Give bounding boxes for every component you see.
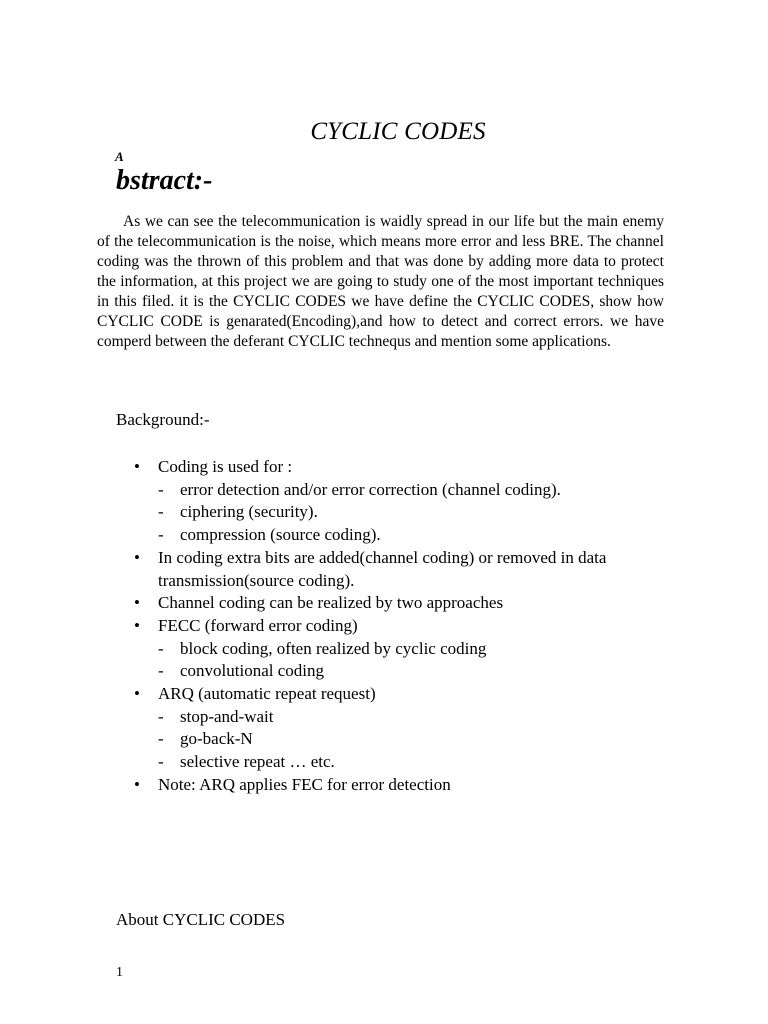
sub-item-text: block coding, often realized by cyclic coding <box>180 638 487 658</box>
dash-marker: - <box>158 706 164 726</box>
sub-item <box>158 638 696 661</box>
bullet-dot: • <box>134 684 140 704</box>
sub-item-text: stop-and-wait <box>180 706 274 726</box>
bullet-dot: • <box>134 615 140 635</box>
bullet-dot: • <box>134 593 140 613</box>
background-heading: Background:- <box>116 410 210 429</box>
bullet-text: Channel coding can be realized by two approaches <box>158 593 504 613</box>
page-number: 1 <box>116 965 123 980</box>
bullet-dot: • <box>134 774 140 794</box>
dash-marker: - <box>158 661 164 681</box>
dash-marker: - <box>158 638 164 658</box>
bullet-item <box>116 683 696 774</box>
abstract-drop-initial: A <box>115 149 124 164</box>
sub-item <box>158 524 696 547</box>
sub-item-text: ciphering (security). <box>180 502 318 522</box>
about-heading: About CYCLIC CODES <box>116 910 286 929</box>
sub-list <box>158 638 696 683</box>
document-title: CYCLIC CODES <box>310 118 486 145</box>
sub-item <box>158 728 696 751</box>
bullet-text: In coding extra bits are added(channel coding) or removed in data transmission(source coding). <box>158 547 607 590</box>
bullet-item <box>116 456 696 547</box>
sub-item-text: error detection and/or error correction (channel coding). <box>180 479 561 499</box>
sub-item <box>158 479 696 502</box>
bullet-dot: • <box>134 547 140 567</box>
sub-item <box>158 501 696 524</box>
bullet-item <box>116 547 696 592</box>
dash-marker: - <box>158 479 164 499</box>
bullet-dot: • <box>134 457 140 476</box>
sub-item <box>158 706 696 729</box>
sub-item <box>158 751 696 774</box>
sub-item-text: go-back-N <box>180 729 253 749</box>
bullet-text: ARQ (automatic repeat request) <box>158 684 376 704</box>
dash-marker: - <box>158 525 164 545</box>
bullet-text: FECC (forward error coding) <box>158 615 358 635</box>
abstract-paragraph: As we can see the telecommunication is waidly spread in our life but the main enemy of the telecommunication is the noise, which means more error and less BRE. The channel coding was the thrown of this problem and that was done by adding more data to protect the information, at this project we are going to study one of the most important techniques in this filed. it is the CYCLIC CODES we have define the CYCLIC CODES, show how CYCLIC CODE is genarated(Encoding),and how to detect and correct errors. we have comperd between the deferant CYCLIC technequs and mention some applications. <box>97 213 664 350</box>
bullet-text: Note: ARQ applies FEC for error detection <box>158 774 451 794</box>
sub-item-text: selective repeat … etc. <box>180 752 335 772</box>
dash-marker: - <box>158 729 164 749</box>
dash-marker: - <box>158 752 164 772</box>
abstract-heading: bstract:- <box>116 165 213 196</box>
dash-marker: - <box>158 502 164 522</box>
bullet-text: Coding is used for : <box>158 457 293 476</box>
sub-list <box>158 706 696 774</box>
sub-item-text: convolutional coding <box>180 661 325 681</box>
sub-list <box>158 479 696 547</box>
background-bullet-list <box>116 456 696 797</box>
bullet-item <box>116 774 696 797</box>
sub-item <box>158 660 696 683</box>
sub-item-text: compression (source coding). <box>180 525 381 545</box>
bullet-item <box>116 592 696 615</box>
bullet-item <box>116 615 696 683</box>
